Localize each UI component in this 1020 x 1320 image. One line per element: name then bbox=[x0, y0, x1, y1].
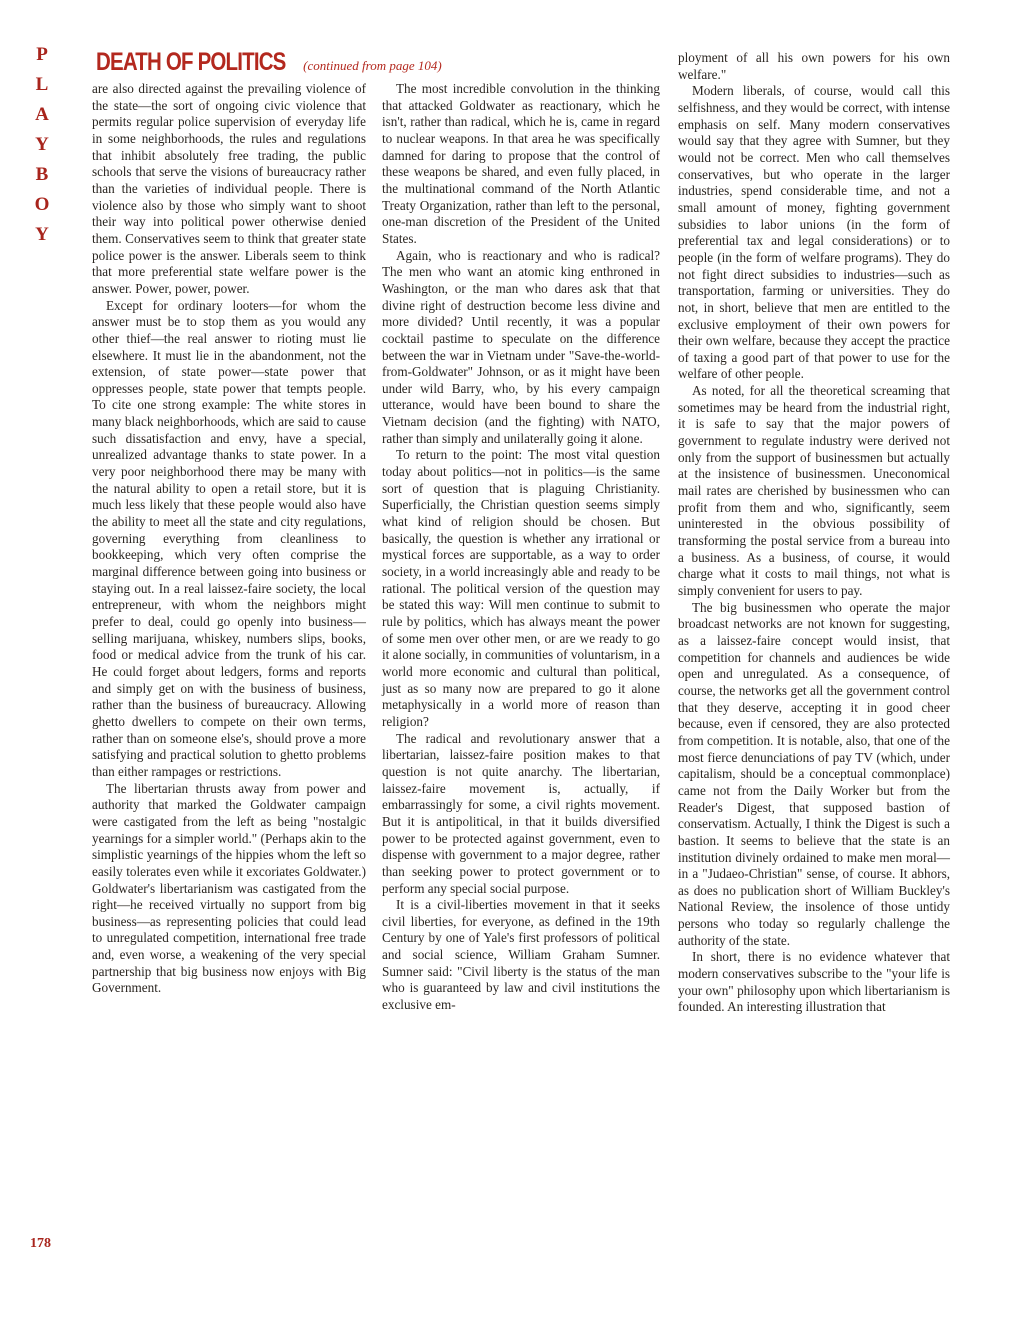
magazine-masthead-vertical bbox=[30, 40, 54, 250]
masthead-letter: O bbox=[34, 194, 50, 215]
paragraph: Modern liberals, of course, would call this selfishness, and they would be correct, with intense emphasis on self. Many modern conservatives would say that they agree with Sumner, but they would not be correct. Men who call themselves conservatives, but who operate in the larger industries, spend considerable time, and not a small amount of money, fighting government subsidies to labor unions (in the form of preferential tax and legal considerations) or to people (in the form of welfare programs). They do not fight direct subsidies to industries—such as transportation, farming or universities. They do not, in short, believe that men are entitled to the exclusive employment of their own powers for their own welfare, because they accept the practice of taxing a good part of that power to use for the welfare of other people. bbox=[678, 83, 950, 382]
paragraph: The libertarian thrusts away from power and authority that marked the Goldwater campaign were castigated from the left as being "nostalgic yearnings for a simpler world." (Perhaps akin to the simplistic yearnings of the hippies whom the left so easily tolerates even while it excoriates Goldwater.) Goldwater's libertarianism was castigated from the right—he received virtually no support from big business—as representing policies that could lead to unregulated competition, international free trade and, even worse, a weakening of the very special partnership that big business now enjoys with Big Government. bbox=[92, 780, 366, 996]
masthead-letter: B bbox=[35, 164, 49, 185]
paragraph: It is a civil-liberties movement in that it seeks civil liberties, for everyone, as defined in the 19th Century by one of Yale's first professors of political and social science, William Graham Sumner. Sumner said: "Civil liberty is the status of the man who is guaranteed by law and civil institutions the exclusive em- bbox=[382, 897, 660, 1013]
text-column-1 bbox=[92, 81, 366, 997]
headline-title: DEATH OF POLITICS bbox=[96, 48, 286, 76]
masthead-letter: Y bbox=[35, 224, 49, 245]
continued-note: (continued from page 104) bbox=[303, 58, 442, 73]
paragraph: The most incredible convolution in the thinking that attacked Goldwater as reactionary, which he isn't, rather than radical, which he is, came in regard to nuclear weapons. In that area he was specifically damned for daring to propose that the control of these weapons be shared, and even fully placed, in the multinational command of the North Atlantic Treaty Organization, rather than left to the personal, one-man discretion of the President of the United States. bbox=[382, 81, 660, 246]
masthead-letter: P bbox=[36, 44, 48, 65]
text-column-2 bbox=[382, 81, 660, 1014]
paragraph: Again, who is reactionary and who is radical? The men who want an atomic king enthroned in Washington, or the man who dares ask that that divine right of destruction become less divine and more divided? Until recently, it was a popular cocktail pastime to speculate on the difference between the war in Vietnam under "Save-the-world-from-Goldwater" Johnson, or as it might have been under wild Barry, who, by his every campaign utterance, would have been bound to share the Vietnam decision (and the fighting) with NATO, rather than simply and unilaterally going it alone. bbox=[382, 247, 660, 446]
paragraph: ployment of all his own powers for his own welfare." bbox=[678, 50, 950, 82]
article-headline bbox=[96, 48, 442, 77]
paragraph: Except for ordinary looters—for whom the answer must be to stop them as you would any other thief—the real answer to rioting must lie elsewhere. It must lie in the abandonment, not the extension, of state power—state power that oppresses people, state power that tempts people. To cite one strong example: The white stores in many black neighborhoods, which are said to cause such dissatisfaction and envy, have a special, unrealized advantage thanks to state power. In a very poor neighborhood there may be many with the natural ability to open a retail store, but it is much less likely that these people would also have the ability to meet all the state and city regulations, governing everything from cleanliness to bookkeeping, which very often comprise the marginal difference between going into business or staying out. In a real laissez-faire society, the local entrepreneur, with whom the neighbors might prefer to deal, could go openly into business—selling marijuana, whiskey, numbers slips, books, food or medical advice from the trunk of his car. He could forget about ledgers, forms and reports and simply get on with the business of business, rather than the business of bureaucracy. Allowing ghetto dwellers to compete on their own terms, rather than on someone else's, should prove a more satisfying and practical solution to ghetto problems than either rampages or restrictions. bbox=[92, 297, 366, 779]
paragraph: In short, there is no evidence whatever that modern conservatives subscribe to the "your life is your own" philosophy upon which libertarianism is founded. An interesting illustration that bbox=[678, 949, 950, 1015]
masthead-letter: L bbox=[35, 74, 49, 95]
paragraph: As noted, for all the theoretical screaming that sometimes may be heard from the industrial right, it is safe to say that the major powers of government to regulate industry were derived not only from the support of businessmen but actually at the insistence of businessmen. Uneconomical mail rates are cherished by businessmen who can profit from them and who, significantly, seem uninterested in the obvious possibility of transforming the postal service from a bureau into a business. As a business, of course, it would charge what it costs to mail things, not what is simply convenient for users to pay. bbox=[678, 383, 950, 598]
masthead-letter: Y bbox=[35, 134, 49, 155]
paragraph: To return to the point: The most vital question today about politics—not in politics—is the same sort of question that is plaguing Christianity. Superficially, the Christian question seems simply what kind of religion should be chosen. But basically, the question is whether any irrational or mystical forces are supportable, as a way to order society, in a world increasingly able and ready to be rational. The political version of the question may be stated this way: Will men continue to submit to rule by politics, which has always meant the power of some men over other men, or are we ready to go it alone socially, in communities of voluntarism, in a world more economic and cultural than political, just as so many now are prepared to go it alone metaphysically in a world more of reason than religion? bbox=[382, 447, 660, 729]
page-number: 178 bbox=[30, 1236, 51, 1251]
text-column-3 bbox=[678, 50, 950, 1016]
paragraph: The big businessmen who operate the major broadcast networks are not known for suggesting, as a laissez-faire concept would insist, that competition for channels and audiences be wide open and unregulated. As a consequence, of course, the networks get all the government control that they deserve, accepting it in good cheer because, even if censored, they are also protected from competition. It is notable, also, that one of the most fierce denunciations of pay TV (which, under capitalism, should be a conceptual commonplace) came not from the Daily Worker but from the Reader's Digest, that supposed bastion of conservatism. Actually, I think the Digest is such a bastion. It seems to believe that the state is an institution divinely ordained to make men moral—in a "Judaeo-Christian" sense, of course. It abhors, as does no publication short of William Buckley's National Review, the insolence of those untidy persons who today so regularly challenge the authority of the state. bbox=[678, 599, 950, 948]
paragraph: are also directed against the prevailing violence of the state—the sort of ongoing civic violence that permits regular police supervision of everyday life in some neighborhoods, the rules and regulations that inhibit absolutely free trading, the public schools that serve the visions of bureaucracy rather than the varieties of individual people. There is violence also by those who simply want to shoot their way into political power otherwise denied them. Conservatives seem to think that greater state police power is the answer. Liberals seem to think that more preferential state welfare power is the answer. Power, power, power. bbox=[92, 81, 366, 296]
paragraph: The radical and revolutionary answer that a libertarian, laissez-faire position makes to that question is not quite anarchy. The libertarian, laissez-faire movement is, actually, if embarrassingly for some, a civil rights movement. But it is antipolitical, in that it builds diversified power to be protected against government, even to dispense with government to a major degree, rather than seeking power to protect government or to perform any special social purpose. bbox=[382, 730, 660, 896]
masthead-letter: A bbox=[35, 104, 49, 125]
